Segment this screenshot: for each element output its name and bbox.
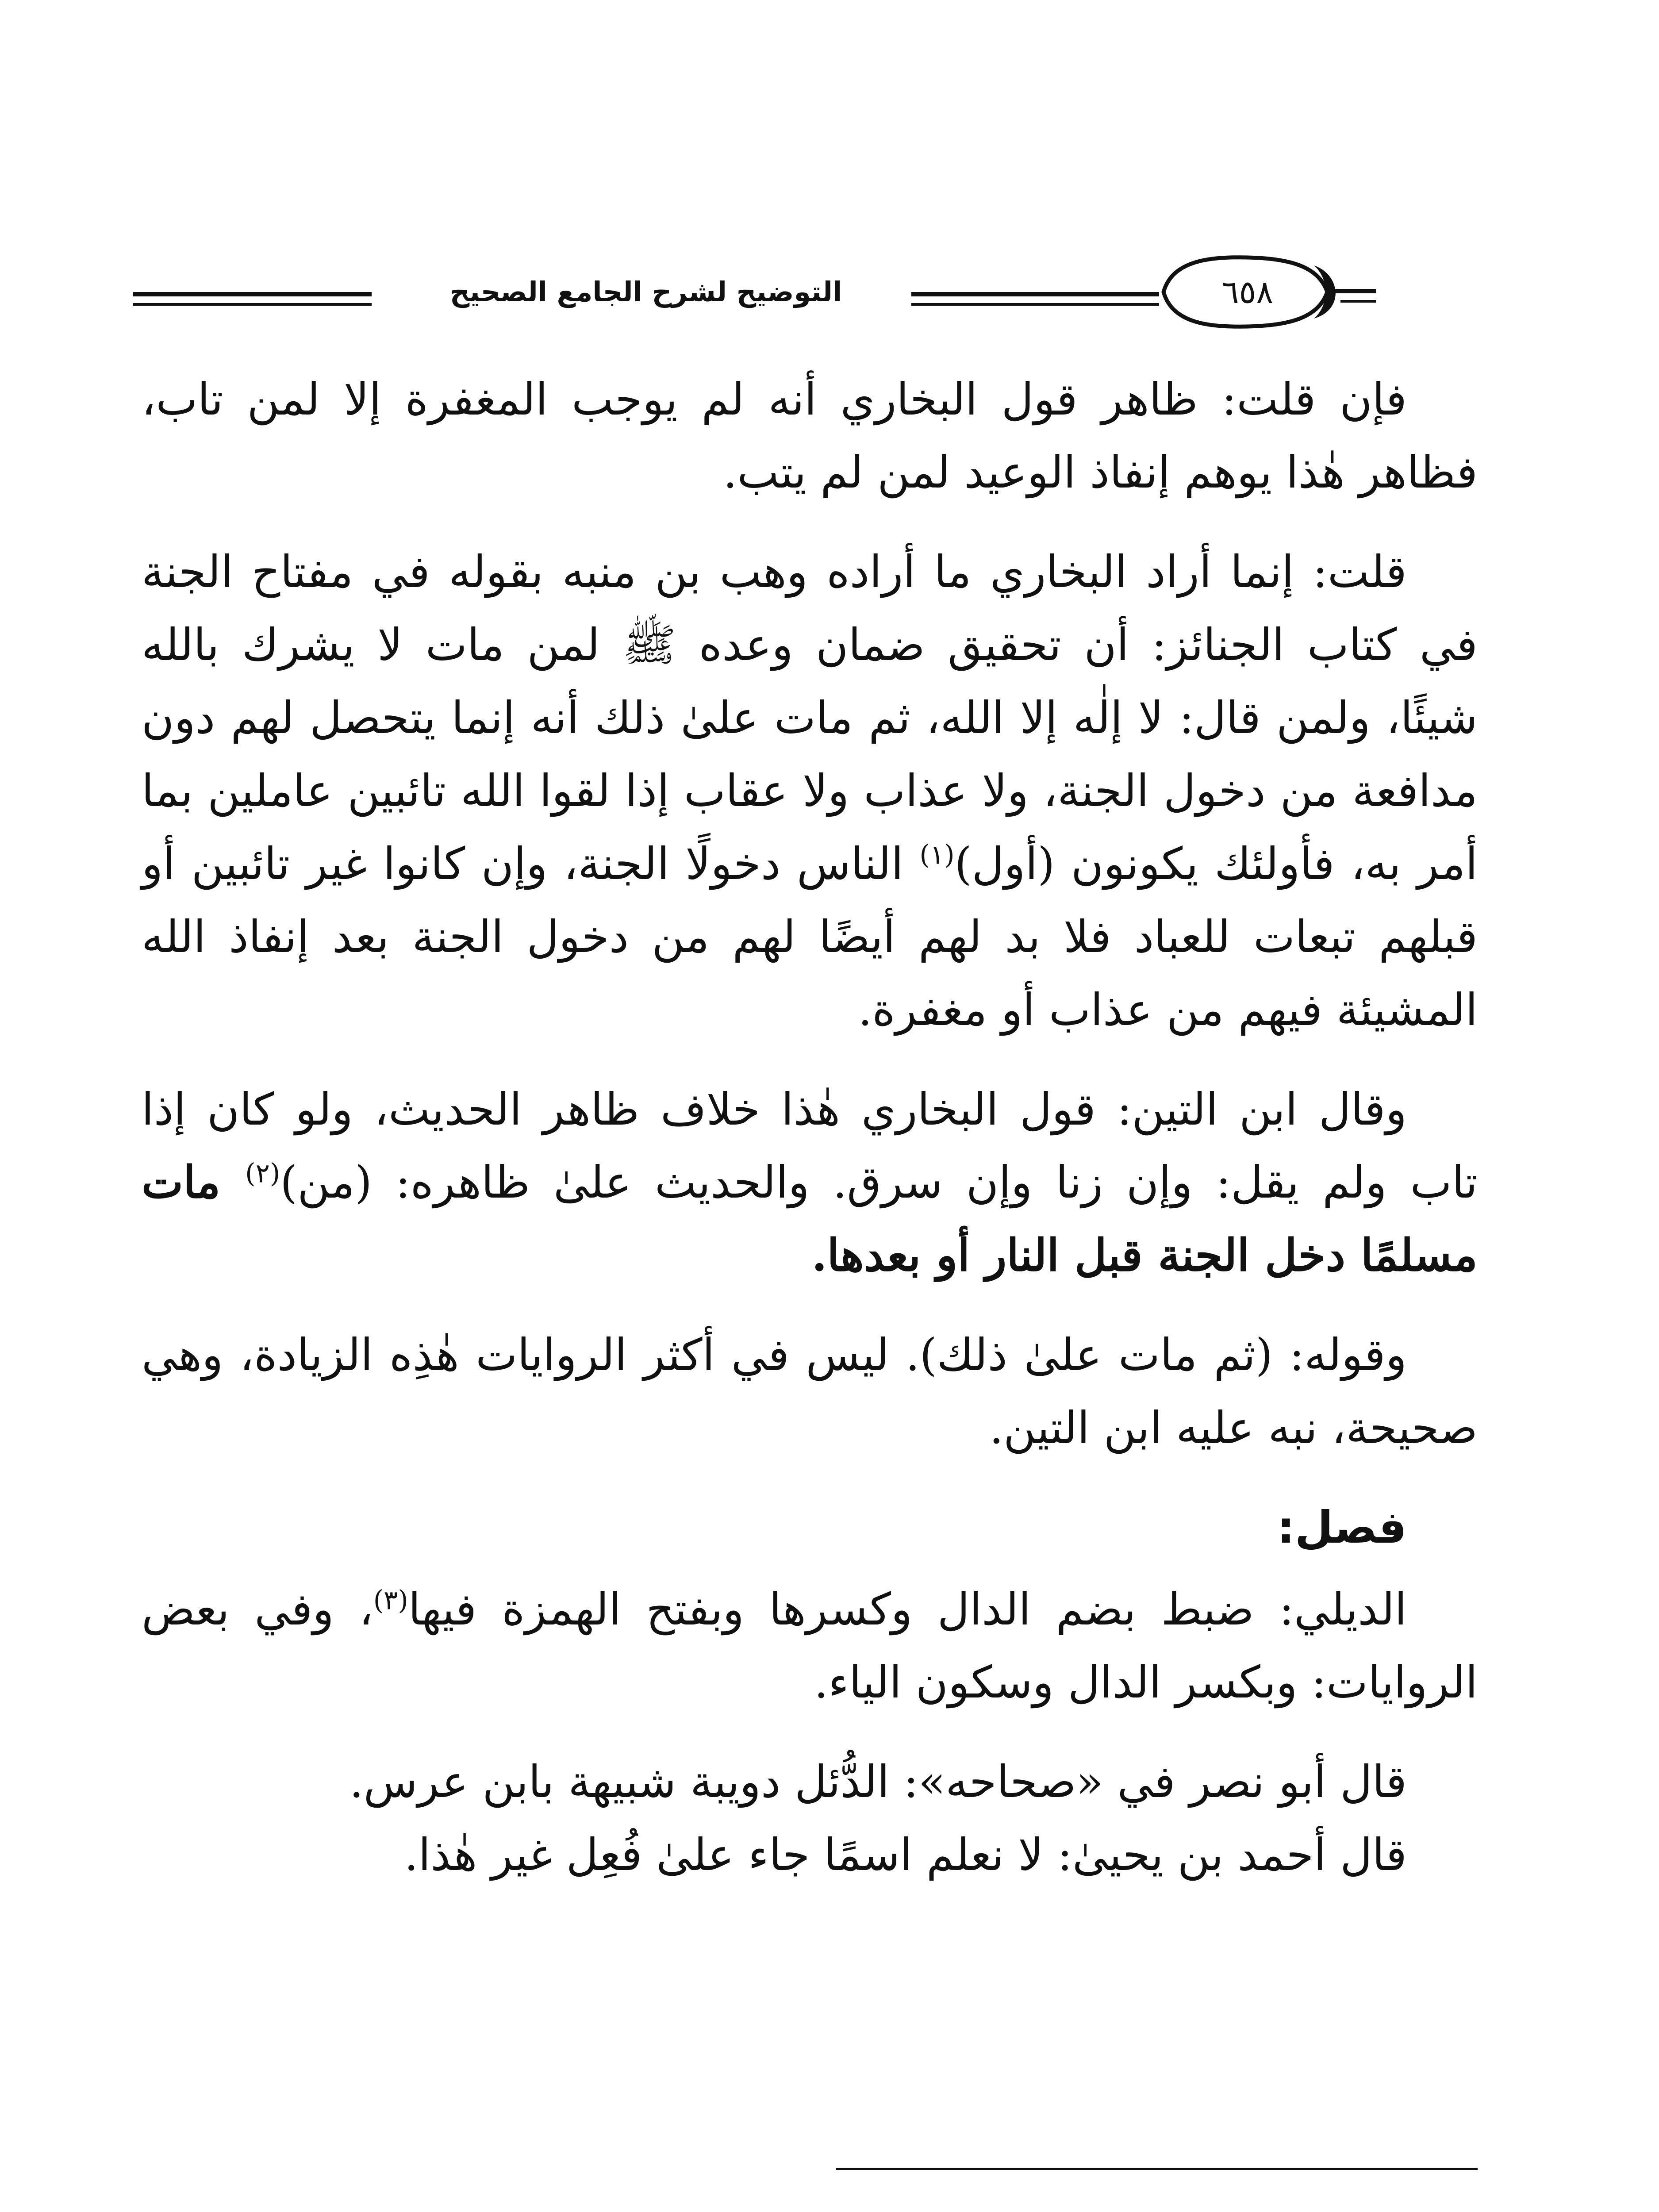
paragraph-text: قال أبو نصر في «صحاحه»: الدُّئل دويبة شبيهة بابن عرس. (349, 1756, 1407, 1808)
paragraph (142, 1573, 1478, 1719)
section-heading: فصل: (1277, 1502, 1407, 1553)
paragraph-text: وقوله: (ثم مات علىٰ ذلك). ليس في أكثر الروايات هٰذِه الزيادة، وهي صحيحة، نبه عليه ابن التين. (142, 1329, 1478, 1454)
paragraph-text: الديلي: ضبط بضم الدال وكسرها وبفتح الهمزة فيها (408, 1583, 1407, 1635)
paragraph (142, 1073, 1478, 1292)
paragraph (142, 1818, 1478, 1891)
header-rule (911, 292, 1159, 296)
main-text (142, 363, 1478, 1918)
page-number-ornament (1155, 248, 1376, 336)
footnote (531, 2208, 1478, 2212)
paragraph-text: وقال ابن التين: قول البخاري هٰذا خلاف ظاهر الحديث، ولو كان إذا تاب ولم يقل: وإن زنا وإن سرق. والحديث علىٰ ظاهره: (من) (142, 1083, 1478, 1208)
footnote-ref: (٢) (245, 1158, 280, 1189)
header-rule (911, 303, 1159, 306)
paragraph-text: الناس دخولًا الجنة، وإن كانوا غير تائبين أو قبلهم تبعات للعباد فلا بد لهم أيضًا لهم من دخول الجنة بعد إنفاذ الله المشيئة فيهم من عذاب أو مغفرة. (142, 838, 1478, 1036)
footnote-ref: (١) (919, 839, 955, 871)
page-number: ٦٥٨ (1221, 273, 1273, 311)
page-header (133, 248, 1486, 336)
paragraph (142, 535, 1478, 1046)
running-title: التوضيح لشرح الجامع الصحيح (449, 276, 842, 308)
paragraph-text: قلت: إنما أراد البخاري ما أراده وهب بن منبه بقوله في مفتاح الجنة في كتاب الجنائز: أن تحقيق ضمان وعده ﷺ لمن مات لا يشرك بالله شيئًا، ولمن قال: لا إلٰه إلا الله، ثم مات علىٰ ذلك أنه إنما يتحصل لهم دون مدافعة من دخول الجنة، ولا عذاب ولا عقاب إذا لقوا الله تائبين عاملين بما أمر به، فأولئك يكونون (أول) (142, 546, 1478, 890)
paragraph (142, 1745, 1478, 1818)
hadith-text: مات مسلمًا دخل الجنة قبل النار أو بعدها. (142, 1156, 1478, 1281)
paragraph (142, 1318, 1478, 1464)
footnotes (531, 2208, 1478, 2212)
header-rule (133, 292, 372, 296)
paragraph-text: قال أحمد بن يحيىٰ: لا نعلم اسمًا جاء علىٰ فُعِل غير هٰذا. (404, 1829, 1407, 1881)
footnote-number (1411, 2208, 1478, 2212)
paragraph-text: فإن قلت: ظاهر قول البخاري أنه لم يوجب المغفرة إلا لمن تاب، فظاهر هٰذا يوهم إنفاذ الوعيد لمن لم يتب. (142, 373, 1478, 498)
paragraph-text: ، وفي بعض الروايات: وبكسر الدال وسكون الياء. (142, 1583, 1478, 1708)
footnote-separator (836, 2168, 1478, 2170)
footnote-ref: (٣) (373, 1585, 408, 1616)
header-rule (133, 303, 372, 306)
paragraph (142, 363, 1478, 509)
